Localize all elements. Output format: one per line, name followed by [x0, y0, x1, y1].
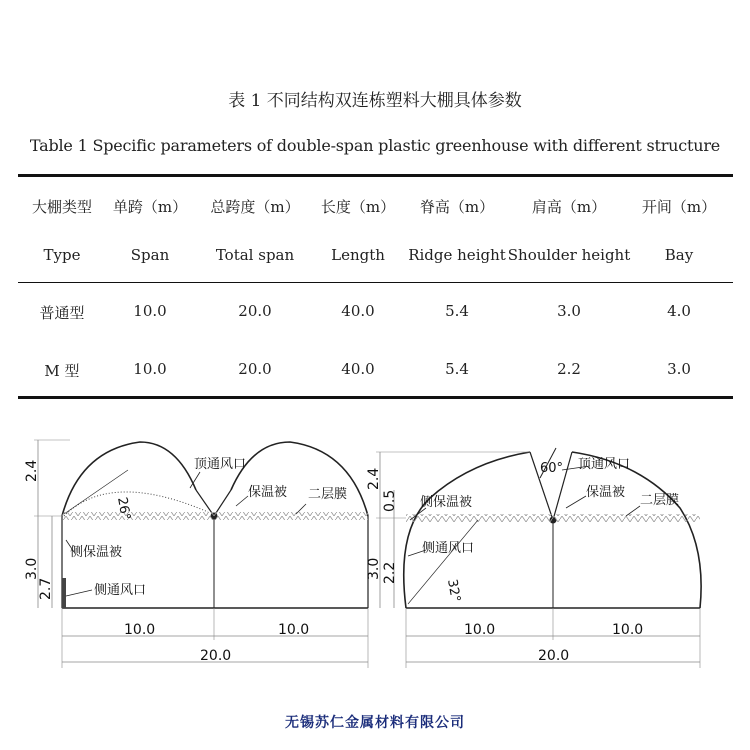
header-length-cn: 长度（m）	[320, 198, 396, 216]
header-total-span-en: Total span	[215, 246, 295, 264]
label-side-insulation-right: 侧保温被	[420, 495, 473, 510]
table-cell: 10.0	[133, 302, 167, 320]
side-vent-left-mark	[62, 578, 66, 608]
dim-span-left-2: 10.0	[278, 622, 310, 638]
dim-total-left: 20.0	[200, 648, 232, 664]
dim-h-shoulder-left: 3.0	[24, 557, 40, 580]
dim-h-top-left: 2.4	[24, 459, 40, 482]
roof-right-right-diagram	[572, 452, 701, 608]
header-ridge-en: Ridge height	[408, 246, 506, 264]
header-bay-cn: 开间（m）	[641, 198, 717, 216]
header-length-en: Length	[331, 246, 385, 264]
label-insulation-left: 保温被	[248, 485, 288, 500]
header-bay-en: Bay	[664, 246, 694, 264]
header-total-span-cn: 总跨度（m）	[210, 198, 300, 216]
dim-h-side-left: 2.7	[38, 577, 54, 600]
table-cell: 3.0	[557, 302, 581, 320]
label-angle-left: 26°	[114, 496, 133, 522]
leader-line	[236, 496, 248, 506]
table-cell: 2.2	[557, 360, 581, 378]
label-angle-top-right: 60°	[540, 461, 564, 476]
table-cell: 40.0	[341, 360, 375, 378]
second-film-band-right	[406, 514, 700, 522]
table-cell: 普通型	[39, 304, 85, 322]
table-cell: 3.0	[667, 360, 691, 378]
label-second-film-right: 二层膜	[640, 493, 680, 508]
dim-total-right: 20.0	[538, 648, 570, 664]
dim-span-right-1: 10.0	[464, 622, 496, 638]
label-second-film-left: 二层膜	[308, 487, 348, 502]
leader-line	[66, 590, 92, 596]
label-angle-bottom-right: 32°	[444, 578, 463, 604]
dim-h-shoulder-right: 3.0	[366, 557, 382, 580]
table-cell: 5.4	[445, 360, 469, 378]
company-watermark: 无锡苏仁金属材料有限公司	[285, 715, 465, 731]
leader-line	[566, 496, 586, 508]
diagram-right	[376, 448, 701, 668]
header-type-en: Type	[43, 246, 81, 264]
label-side-insulation-left: 侧保温被	[70, 545, 123, 560]
header-ridge-cn: 脊高（m）	[419, 198, 495, 216]
label-top-vent-right: 顶通风口	[578, 457, 631, 472]
roof-right-arch	[231, 442, 368, 516]
second-film-band	[62, 512, 368, 520]
header-span-en: Span	[130, 246, 170, 264]
table-cell: 5.4	[445, 302, 469, 320]
table-cell: 4.0	[667, 302, 691, 320]
diagram-right-text	[366, 457, 679, 664]
header-type-cn: 大棚类型	[31, 198, 93, 216]
angle-leader-right	[408, 520, 478, 604]
header-shoulder-cn: 肩高（m）	[531, 198, 607, 216]
label-side-vent-left: 侧通风口	[94, 583, 147, 598]
label-insulation-right: 保温被	[586, 485, 626, 500]
label-side-vent-right: 侧通风口	[422, 541, 475, 556]
table-cell: 40.0	[341, 302, 375, 320]
dim-span-left-1: 10.0	[124, 622, 156, 638]
header-shoulder-en: Shoulder height	[507, 246, 631, 264]
dim-h-mid-right: 0.5	[382, 489, 398, 512]
table-caption-en: Table 1 Specific parameters of double-span plastic greenhouse with different structure	[29, 136, 721, 155]
roof-left-right-diagram	[404, 452, 530, 608]
table-caption-cn: 表 1 不同结构双连栋塑料大棚具体参数	[228, 91, 522, 111]
table-cell: 10.0	[133, 360, 167, 378]
dim-h-side-right: 2.2	[382, 561, 398, 584]
table-cell: 20.0	[238, 302, 272, 320]
dim-h-top-right: 2.4	[366, 467, 382, 490]
label-top-vent-left: 顶通风口	[194, 457, 247, 472]
table-cell: 20.0	[238, 360, 272, 378]
dim-span-right-2: 10.0	[612, 622, 644, 638]
header-span-cn: 单跨（m）	[112, 198, 188, 216]
table-cell: M 型	[44, 362, 80, 380]
